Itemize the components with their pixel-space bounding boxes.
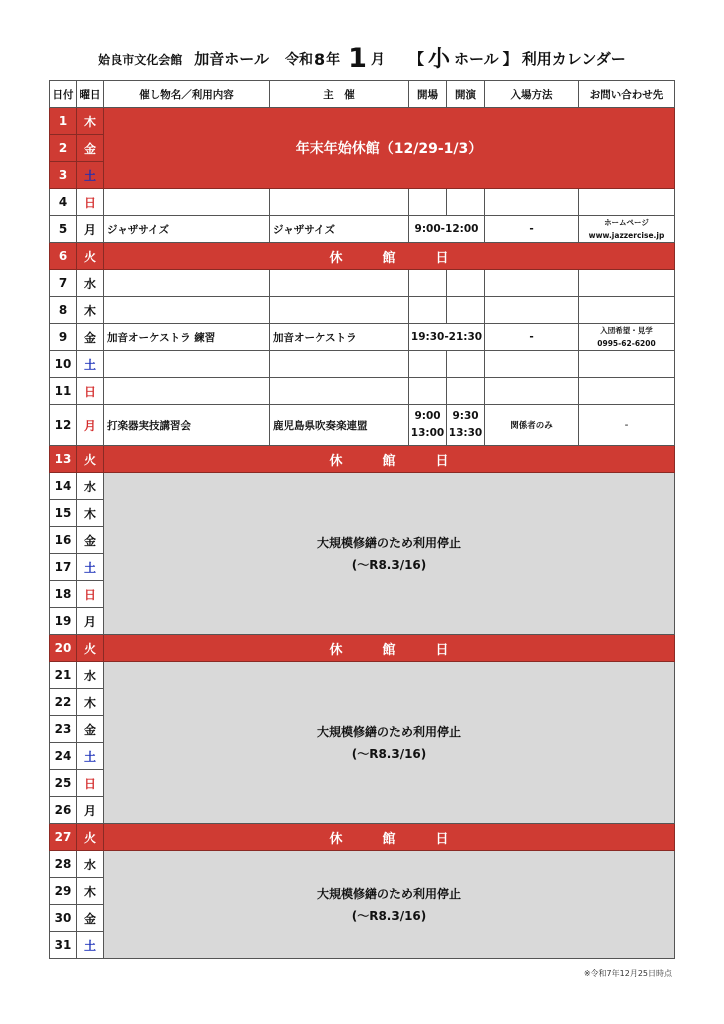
col-event: 催し物名／利用内容 xyxy=(104,81,270,108)
closed-char: 館 xyxy=(382,250,396,266)
suspension-period: (～R8.3/16) xyxy=(351,746,427,761)
day-number: 15 xyxy=(50,500,77,527)
day-number: 8 xyxy=(50,297,77,324)
weekday: 土 xyxy=(77,351,104,378)
day-number: 6 xyxy=(50,243,77,270)
closed-char: 館 xyxy=(382,453,396,469)
contact-cell xyxy=(579,216,675,243)
organizer-cell xyxy=(270,189,409,216)
table-row xyxy=(50,378,675,405)
open-cell xyxy=(409,270,447,297)
admission-cell: - xyxy=(485,324,579,351)
closed-char: 休 xyxy=(329,250,343,266)
table-row xyxy=(50,351,675,378)
weekday: 土 xyxy=(77,554,104,581)
open-cell xyxy=(409,297,447,324)
time-cell: 9:00-12:00 xyxy=(409,216,485,243)
start-cell xyxy=(447,378,485,405)
event-cell xyxy=(104,189,270,216)
contact-line: 入団希望・見学 xyxy=(600,326,653,335)
page-title xyxy=(0,36,724,72)
open-cell xyxy=(409,189,447,216)
admission-cell: 関係者のみ xyxy=(485,405,579,446)
day-number: 5 xyxy=(50,216,77,243)
contact-cell xyxy=(579,378,675,405)
room-size: 小 xyxy=(427,47,450,72)
year-suffix: 年 xyxy=(326,52,341,68)
admission-cell xyxy=(485,351,579,378)
table-row xyxy=(50,243,675,270)
weekday: 火 xyxy=(77,446,104,473)
organizer-cell xyxy=(270,270,409,297)
table-row xyxy=(50,446,675,473)
col-weekday: 曜日 xyxy=(77,81,104,108)
weekday: 土 xyxy=(77,743,104,770)
open-cell xyxy=(409,378,447,405)
event-cell: ジャザサイズ xyxy=(104,216,270,243)
start-cell xyxy=(447,297,485,324)
day-number: 11 xyxy=(50,378,77,405)
day-number: 7 xyxy=(50,270,77,297)
weekday: 金 xyxy=(77,527,104,554)
closed-char: 館 xyxy=(382,642,396,658)
table-row xyxy=(50,473,675,500)
new-year-closure-block: 年末年始休館（12/29-1/3） xyxy=(104,108,675,189)
suspension-text: 大規模修繕のため利用停止 xyxy=(316,724,461,739)
organizer-cell xyxy=(270,378,409,405)
day-number: 29 xyxy=(50,878,77,905)
weekday: 土 xyxy=(77,932,104,959)
weekday: 金 xyxy=(77,905,104,932)
weekday: 水 xyxy=(77,662,104,689)
day-number: 21 xyxy=(50,662,77,689)
organizer-cell xyxy=(270,351,409,378)
weekday: 日 xyxy=(77,770,104,797)
day-number: 14 xyxy=(50,473,77,500)
event-cell xyxy=(104,378,270,405)
event-cell: 加音オーケストラ 練習 xyxy=(104,324,270,351)
contact-cell xyxy=(579,270,675,297)
suspension-block xyxy=(104,473,675,635)
open-time: 13:00 xyxy=(410,427,445,439)
organizer-cell: ジャザサイズ xyxy=(270,216,409,243)
table-row xyxy=(50,662,675,689)
day-number: 28 xyxy=(50,851,77,878)
event-cell xyxy=(104,351,270,378)
era: 令和 xyxy=(285,52,313,68)
day-number: 13 xyxy=(50,446,77,473)
closed-char: 日 xyxy=(435,642,449,658)
event-cell xyxy=(104,270,270,297)
start-time: 9:30 xyxy=(452,410,479,422)
day-number: 3 xyxy=(50,162,77,189)
closed-day-band xyxy=(104,635,675,662)
day-number: 19 xyxy=(50,608,77,635)
closed-char: 休 xyxy=(329,453,343,469)
contact-cell: - xyxy=(579,405,675,446)
contact-line: ホームページ xyxy=(604,218,649,227)
year: 8 xyxy=(314,50,326,69)
weekday: 水 xyxy=(77,473,104,500)
start-time: 13:30 xyxy=(448,427,483,439)
open-cell xyxy=(409,405,447,446)
weekday: 水 xyxy=(77,270,104,297)
month-suffix: 月 xyxy=(370,52,385,68)
day-number: 2 xyxy=(50,135,77,162)
weekday: 火 xyxy=(77,635,104,662)
event-cell: 打楽器実技講習会 xyxy=(104,405,270,446)
weekday: 木 xyxy=(77,500,104,527)
weekday: 土 xyxy=(77,162,104,189)
admission-cell xyxy=(485,270,579,297)
weekday: 月 xyxy=(77,405,104,446)
table-row xyxy=(50,324,675,351)
contact-cell xyxy=(579,297,675,324)
weekday: 火 xyxy=(77,824,104,851)
contact-phone: 0995-62-6200 xyxy=(597,339,656,348)
weekday: 日 xyxy=(77,189,104,216)
weekday: 水 xyxy=(77,851,104,878)
start-cell xyxy=(447,270,485,297)
start-cell xyxy=(447,405,485,446)
open-time: 9:00 xyxy=(414,410,441,422)
start-cell xyxy=(447,189,485,216)
weekday: 金 xyxy=(77,324,104,351)
col-contact: お問い合わせ先 xyxy=(579,81,675,108)
col-date: 日付 xyxy=(50,81,77,108)
day-number: 22 xyxy=(50,689,77,716)
col-start: 開演 xyxy=(447,81,485,108)
start-cell xyxy=(447,351,485,378)
as-of-footnote: ※令和7年12月25日時点 xyxy=(583,969,672,978)
day-number: 17 xyxy=(50,554,77,581)
table-row xyxy=(50,189,675,216)
room-suffix: ホール xyxy=(453,50,499,68)
bracket-close: 】 xyxy=(502,50,518,68)
suspension-block xyxy=(104,662,675,824)
event-cell xyxy=(104,297,270,324)
day-number: 10 xyxy=(50,351,77,378)
weekday: 木 xyxy=(77,297,104,324)
col-admission: 入場方法 xyxy=(485,81,579,108)
suspension-text: 大規模修繕のため利用停止 xyxy=(316,886,461,901)
weekday: 金 xyxy=(77,716,104,743)
col-open: 開場 xyxy=(409,81,447,108)
weekday: 木 xyxy=(77,108,104,135)
contact-cell xyxy=(579,189,675,216)
closed-char: 館 xyxy=(382,831,396,847)
day-number: 1 xyxy=(50,108,77,135)
contact-cell xyxy=(579,351,675,378)
day-number: 30 xyxy=(50,905,77,932)
day-number: 20 xyxy=(50,635,77,662)
table-row xyxy=(50,405,675,446)
organizer-cell: 加音オーケストラ xyxy=(270,324,409,351)
org-name: 姶良市文化会館 xyxy=(98,53,183,67)
table-row xyxy=(50,851,675,878)
table-row xyxy=(50,824,675,851)
suspension-period: (～R8.3/16) xyxy=(351,908,427,923)
day-number: 27 xyxy=(50,824,77,851)
closed-char: 休 xyxy=(329,642,343,658)
hall-name: 加音ホール xyxy=(194,50,269,68)
suspension-period: (～R8.3/16) xyxy=(351,557,427,572)
day-number: 26 xyxy=(50,797,77,824)
bracket-open: 【 xyxy=(408,50,424,68)
closed-char: 日 xyxy=(435,831,449,847)
usage-calendar-table xyxy=(49,80,675,959)
weekday: 日 xyxy=(77,581,104,608)
suspension-text: 大規模修繕のため利用停止 xyxy=(316,535,461,550)
organizer-cell: 鹿児島県吹奏楽連盟 xyxy=(270,405,409,446)
open-cell xyxy=(409,351,447,378)
month: 1 xyxy=(348,43,367,74)
closed-char: 休 xyxy=(329,831,343,847)
day-number: 23 xyxy=(50,716,77,743)
day-number: 18 xyxy=(50,581,77,608)
day-number: 24 xyxy=(50,743,77,770)
admission-cell xyxy=(485,189,579,216)
admission-cell xyxy=(485,297,579,324)
weekday: 木 xyxy=(77,689,104,716)
admission-cell xyxy=(485,378,579,405)
weekday: 月 xyxy=(77,608,104,635)
admission-cell: - xyxy=(485,216,579,243)
weekday: 木 xyxy=(77,878,104,905)
closed-day-band xyxy=(104,446,675,473)
table-row xyxy=(50,108,675,135)
time-cell: 19:30-21:30 xyxy=(409,324,485,351)
table-row xyxy=(50,216,675,243)
suspension-block xyxy=(104,851,675,959)
day-number: 9 xyxy=(50,324,77,351)
day-number: 31 xyxy=(50,932,77,959)
weekday: 金 xyxy=(77,135,104,162)
table-row xyxy=(50,270,675,297)
weekday: 日 xyxy=(77,378,104,405)
closed-char: 日 xyxy=(435,453,449,469)
table-row xyxy=(50,297,675,324)
contact-cell xyxy=(579,324,675,351)
weekday: 月 xyxy=(77,797,104,824)
closed-day-band xyxy=(104,243,675,270)
weekday: 火 xyxy=(77,243,104,270)
day-number: 12 xyxy=(50,405,77,446)
closed-day-band xyxy=(104,824,675,851)
closed-char: 日 xyxy=(435,250,449,266)
weekday: 月 xyxy=(77,216,104,243)
col-organizer: 主 催 xyxy=(270,81,409,108)
table-row xyxy=(50,635,675,662)
day-number: 25 xyxy=(50,770,77,797)
day-number: 4 xyxy=(50,189,77,216)
calendar-label: 利用カレンダー xyxy=(521,50,626,68)
day-number: 16 xyxy=(50,527,77,554)
contact-url: www.jazzercise.jp xyxy=(588,231,665,240)
header-row xyxy=(50,81,675,108)
organizer-cell xyxy=(270,297,409,324)
